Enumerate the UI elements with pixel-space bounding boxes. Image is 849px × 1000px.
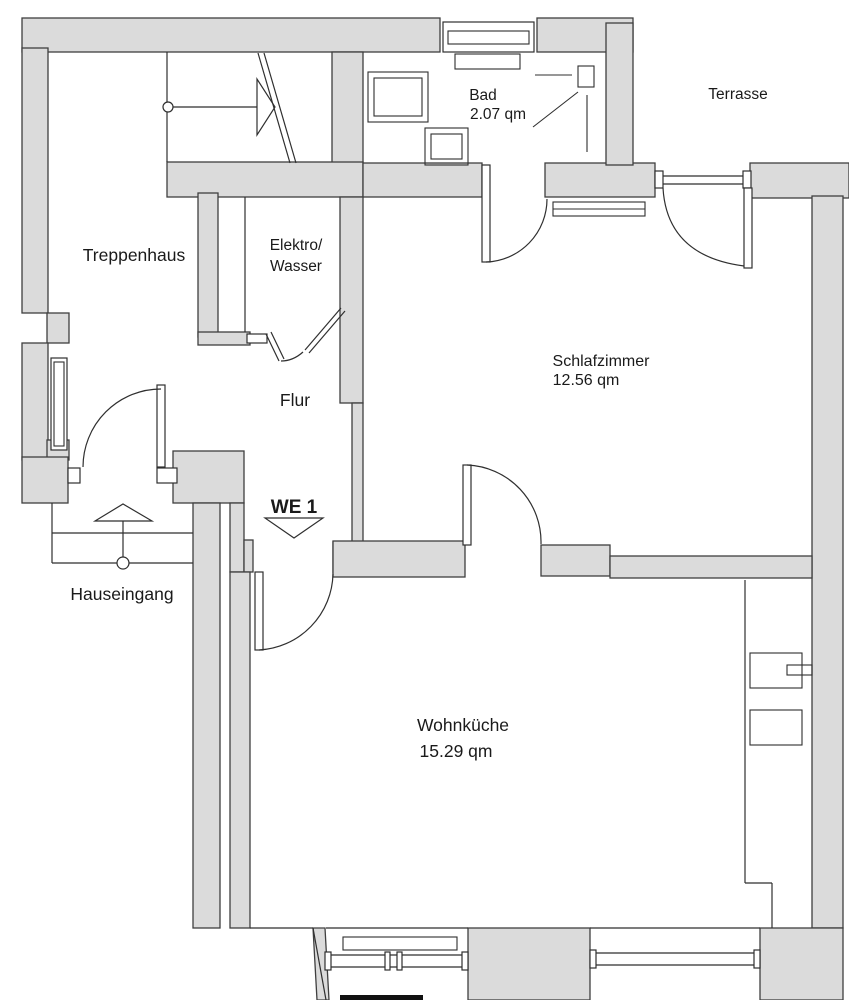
wall-band-right [750,163,849,198]
elektro-door-arc [281,352,303,361]
corridor-window [51,358,67,450]
bad-radiator [455,54,520,69]
label-wohnkueche: Wohnküche [416,715,510,735]
staircase [163,52,296,163]
stair-arrow-icon [257,79,275,135]
label-flur: Flur [279,390,311,410]
kitchen-stove [750,710,802,745]
wall-elektro-bottom-band [198,332,250,345]
terrasse-door-cap-right [743,171,751,188]
terrasse-door-leaf [744,188,752,268]
kitchen-radiator [343,937,457,950]
kitchen-window-mullion1 [385,952,390,970]
kitchen-window-left-cap2 [462,952,468,970]
wall-flur-right-lower [352,403,363,543]
wall-bad-right-strip [606,23,633,165]
terrasse-door-arc [663,188,744,266]
bad-toilet-inner [431,134,462,159]
wall-entry-right-block [173,451,244,503]
terrasse-door-cap-left [655,171,663,188]
wall-band-kitchen-left [333,541,465,577]
we1-door-leaf [255,572,263,650]
bottom-crop-bar [340,995,423,1000]
kitchen-faucet [787,665,812,675]
label-schlafzimmer-area: 12.56 qm [552,372,620,389]
wall-right-outer [812,196,843,928]
elektro-door-jamb [247,334,267,343]
elektro-door-leaf2a [305,308,341,350]
label-elektro-line1: Elektro/ [269,237,323,254]
wall-flur-right-upper [340,197,363,403]
wall-band-under-stairs [167,162,363,197]
wall-band-under-bad [363,163,482,197]
kitchen-window-mullion2 [397,952,402,970]
wall-band-kitchen-right [610,556,812,578]
bad-shower-inner [374,78,422,116]
kitchen-sink [750,653,802,688]
kitchen-window-right-cap2 [754,950,760,968]
wall-column-left-of-kitchen [193,503,220,928]
entry-door-jamb-left [68,468,80,483]
bad-door-leaf [482,165,490,262]
wall-column-we1 [230,503,244,572]
wall-kitchen-left [230,572,250,928]
we1-door-arc [259,574,333,650]
bad-window [443,22,534,52]
label-we1: WE 1 [270,497,318,518]
bad-door-arc [486,199,547,262]
wall-left-upper [22,48,48,313]
label-treppenhaus: Treppenhaus [82,245,186,265]
wall-left-bump-upper [47,313,69,343]
entrance-arrow-icon [95,504,152,521]
wall-top-left [22,18,440,52]
we1-marker-triangle-icon [265,518,323,538]
entry-door-arc [83,389,161,467]
schlafzimmer-door-arc [467,465,541,544]
kitchen-window-right-cap1 [590,950,596,968]
wall-we1-step [244,540,253,572]
kitchen-window-left-cap1 [325,952,331,970]
elektro-door-leaf1b [271,332,284,359]
bad-diagonal-line [533,92,578,127]
label-hauseingang: Hauseingang [70,584,174,604]
label-schlafzimmer: Schlafzimmer [552,353,650,370]
wall-bottom-right-corner [760,928,843,1000]
bad-shower [368,72,428,122]
label-elektro-line2: Wasser [270,258,322,275]
wall-left-window-niche [22,343,48,460]
wall-stair-right [332,52,363,163]
entry-door-leaf [157,385,165,467]
label-bad: Bad [469,87,497,104]
wall-entry-left-block [22,457,68,503]
entrance-arrow-circle [117,557,129,569]
elektro-door-leaf1a [266,334,279,361]
entry-door-jamb-right [157,468,177,483]
wall-band-kitchen-mid [541,545,610,576]
wall-bottom-pillar [468,928,590,1000]
schlafzimmer-door-leaf [463,465,471,545]
stair-start-circle [163,102,173,112]
label-bad-area: 2.07 qm [469,106,527,123]
label-terrasse: Terrasse [708,86,768,103]
label-wohnkueche-area: 15.29 qm [419,741,493,761]
bad-sink [578,66,594,87]
wall-treppenhaus-elektro [198,193,218,337]
wall-band-mid [545,163,655,197]
